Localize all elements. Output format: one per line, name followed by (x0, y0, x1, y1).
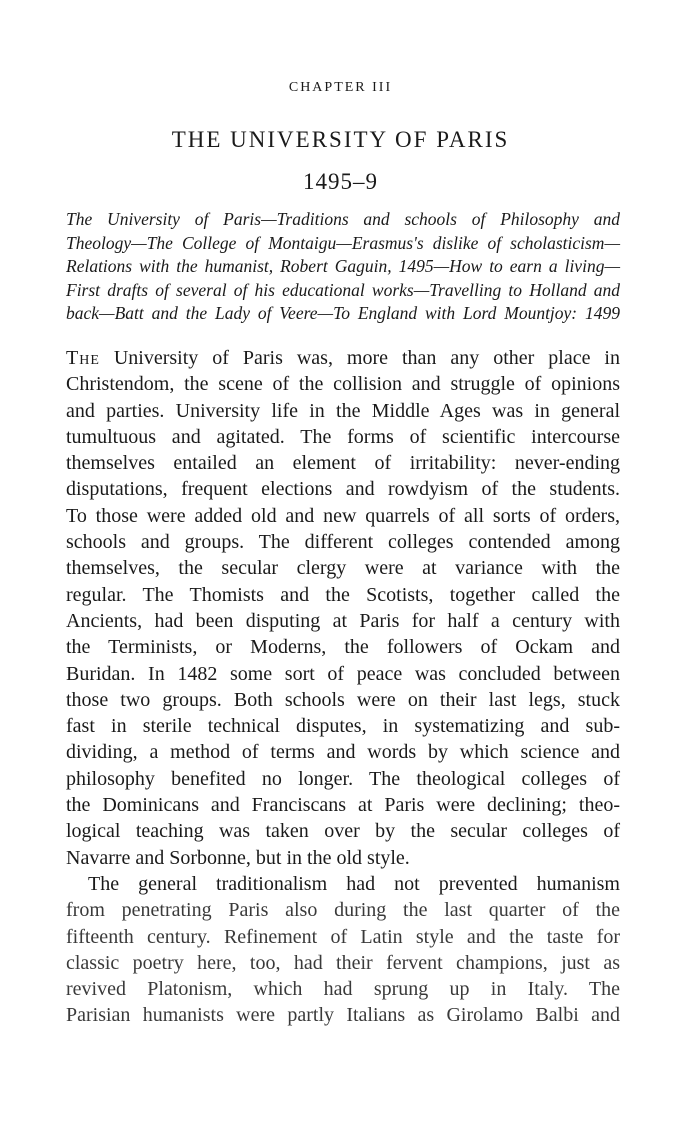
body-line: To those were added old and new quarrels of all sorts of orders, (66, 504, 620, 527)
body-line: logical teaching was taken over by the secular colleges of (66, 820, 620, 843)
body-line: Ancients, had been disputing at Paris for half a century with (66, 609, 620, 632)
body-line: fast in sterile technical disputes, in systematizing and sub- (66, 715, 620, 738)
body-line: Christendom, the scene of the collision and struggle of opinions (66, 373, 620, 396)
body-line: revived Platonism, which had sprung up in Italy. The (66, 978, 620, 1001)
body-line: the Terminists, or Moderns, the followers of Ockam and (66, 636, 620, 659)
body-line: the Dominicans and Franciscans at Paris were declining; theo- (66, 794, 620, 817)
body-line: and parties. University life in the Middle Ages was in general (66, 399, 620, 422)
body-line: themselves entailed an element of irritability: never-ending (66, 452, 620, 475)
first-line-text: University of Paris was, more than any other place in (99, 347, 620, 369)
body-line: themselves, the secular clergy were at variance with the (66, 557, 620, 580)
chapter-years: 1495–9 (303, 169, 378, 194)
synopsis-line: Relations with the humanist, Robert Gaguin, 1495—How to earn a living— (66, 256, 620, 277)
body-line: from penetrating Paris also during the last quarter of the (66, 899, 620, 922)
paragraph-2-first-line: The general traditionalism had not prevented humanism (88, 872, 620, 895)
body-line: fifteenth century. Refinement of Latin style and the taste for (66, 925, 620, 948)
body-line: disputations, frequent elections and rowdyism of the students. (66, 478, 620, 501)
synopsis-line: back—Batt and the Lady of Veere—To England with Lord Mountjoy: 1499 (66, 303, 620, 324)
synopsis-line: The University of Paris—Traditions and schools of Philosophy and (66, 209, 620, 229)
body-line: schools and groups. The different colleges contended among (66, 531, 620, 554)
body-line: philosophy benefited no longer. The theological colleges of (66, 767, 620, 790)
synopsis-line: First drafts of several of his educational works—Travelling to Holland and (66, 279, 620, 300)
opening-word: The (66, 347, 100, 369)
body-text (66, 345, 620, 1029)
chapter-synopsis (66, 208, 620, 326)
body-line: dividing, a method of terms and words by which science and (66, 741, 620, 764)
paragraph-1-last-line: Navarre and Sorbonne, but in the old style. (66, 846, 410, 869)
chapter-title: THE UNIVERSITY OF PARIS (171, 127, 510, 152)
body-line: regular. The Thomists and the Scotists, together called the (66, 583, 620, 606)
synopsis-line: Theology—The College of Montaigu—Erasmus's dislike of scholasticism— (66, 232, 620, 253)
body-line: classic poetry here, too, had their fervent champions, just as (66, 951, 620, 974)
body-line: tumultuous and agitated. The forms of scientific intercourse (66, 425, 620, 448)
body-line: Buridan. In 1482 some sort of peace was concluded between (66, 662, 620, 685)
body-line: Parisian humanists were partly Italians as Girolamo Balbi and (66, 1004, 620, 1027)
body-line: those two groups. Both schools were on their last legs, stuck (66, 688, 620, 711)
chapter-label: CHAPTER III (288, 80, 393, 95)
paragraph-1-first-line (66, 345, 620, 371)
